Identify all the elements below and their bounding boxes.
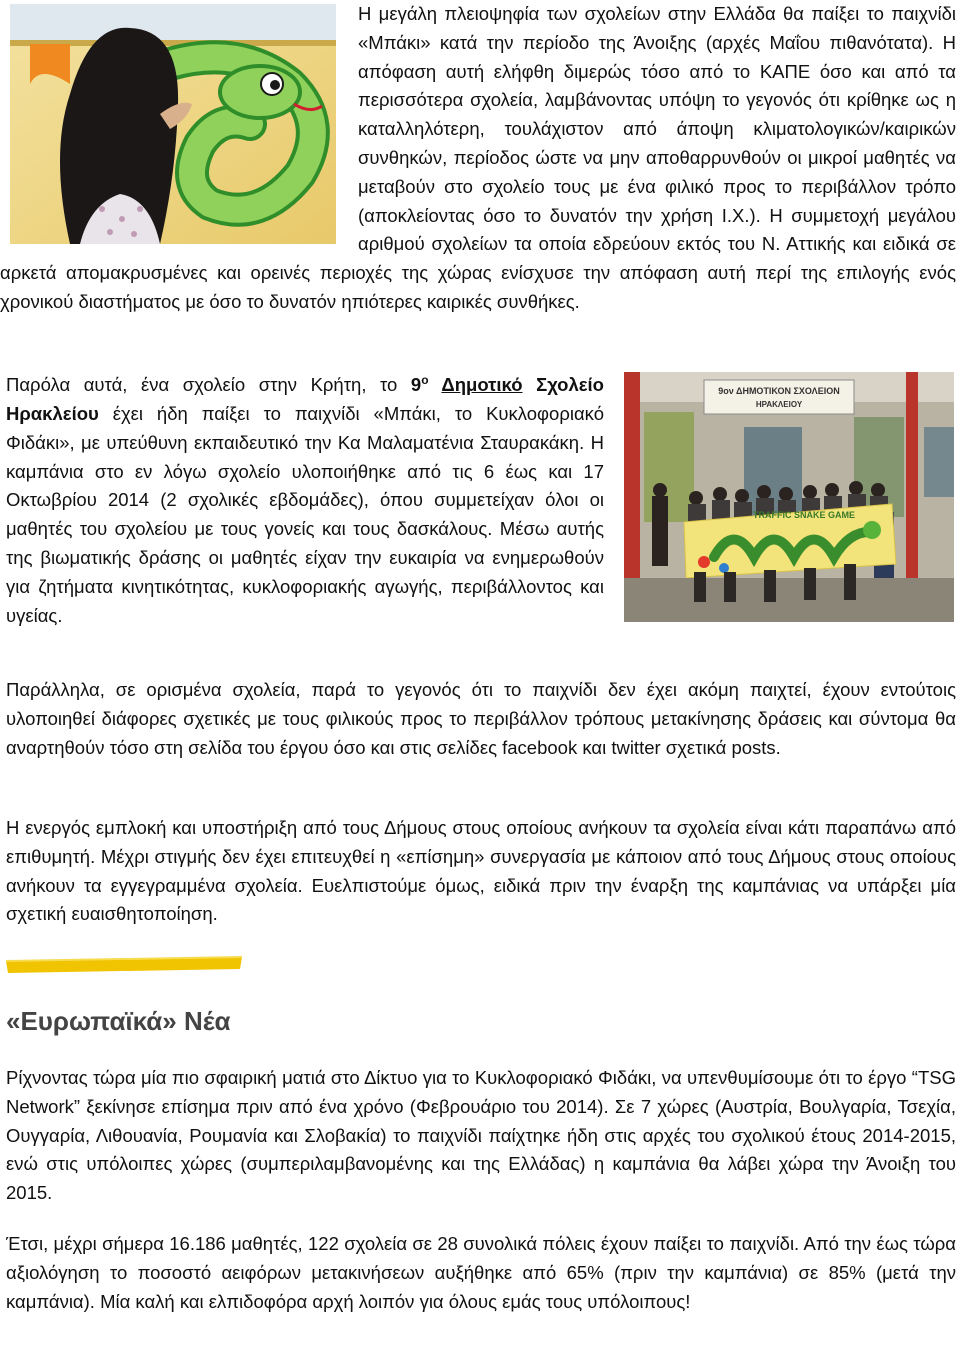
paragraph-parallel-actions	[6, 676, 956, 762]
paragraph-text: Έτσι, μέχρι σήμερα 16.186 μαθητές, 122 σχολεία σε 28 συνολικά πόλεις έχουν παίξει το παιχνίδι. Από την έως τώρα αξιολόγηση το ποσοστό αειφόρων μετακινήσεων αυξήθηκε από 65% (πριν την καμπάνια) σε 85% (μετά την καμπάνια). Μία καλή και ελπιδοφόρα αρχή λοιπόν για όλους εμάς τους υπόλοιπους!	[6, 1233, 956, 1312]
paragraph-text: Η μεγάλη πλειοψηφία των σχολείων στην Ελλάδα θα παίξει το παιχνίδι «Μπάκι» κατά την περίοδο της Άνοιξης (αρχές Μαΐου πιθανότατα). Η απόφαση αυτή ελήφθη διμερώς τόσο από το ΚΑΠΕ όσο και από τα περισσότερα σχολεία, λαμβάνοντας υπόψη το γεγονός ότι κρίθηκε ως η καταλληλότερη, τουλάχιστον από άποψη κλιματολογικών/καιρικών συνθηκών, περίοδος ώστε να μην αποθαρρυνθούν οι μικροί μαθητές να μεταβούν στο σχολείο τους με ένα φιλικό προς το περιβάλλον τρόπο (αποκλείοντας όσο το δυνατόν την χρήση Ι.Χ.). Η συμμετοχή μεγάλου αριθμού σχολείων τα οποία εδρεύουν εκτός του Ν. Αττικής και ειδικά σε αρκετά απομακρυσμένες και ορεινές περιοχές της χώρας ενίσχυσε την απόφαση αυτή περί της επιλογής ενός χρονικού διαστήματος με όσο το δυνατόν ηπιότερες καιρικές συνθήκες.	[0, 3, 956, 312]
school-sign-line2: ΗΡΑΚΛΕΙΟΥ	[755, 400, 803, 409]
paragraph-heraklion-school	[6, 366, 956, 630]
paragraph-school-timing	[0, 0, 956, 317]
paragraph-rest: έχει ήδη παίξει το παιχνίδι «Μπάκι, το Κυκλοφοριακό Φιδάκι», με υπεύθυνη εκπαιδευτικό την Κα Μαλαματένια Σταυρακάκη. Η καμπάνια στο εν λόγω σχολείο υλοποιήθηκε από τις 6 έως και 17 Οκτωβρίου 2014 (2 σχολικές εβδομάδες), όπου συμμετείχαν όλοι οι μαθητές του σχολείου με τους γονείς και τους δασκάλους. Μέσω αυτής της βιωματικής δράσης οι μαθητές είχαν την ευκαιρία να ενημερωθούν για ζητήματα κινητικότητας, κυκλοφοριακής αγωγής, περιβάλλοντος και υγείας.	[6, 402, 604, 626]
school-group-photo	[624, 372, 954, 622]
school-sign-line1: 9ον ΔΗΜΟΤΙΚΟΝ ΣΧΟΛΕΙΟΝ	[718, 386, 840, 396]
school-name: Σχολείο Ηρακλείου	[6, 374, 604, 424]
school-number: $9^o$ Δημοτικό	[410, 373, 523, 396]
girl-snake-banner-photo	[10, 4, 336, 244]
paragraph-municipality-support	[6, 814, 956, 929]
paragraph-intro: Παρόλα αυτά, ένα σχολείο στην Κρήτη, το	[6, 374, 411, 396]
section-heading: «Ευρωπαϊκά» Νέα	[6, 1006, 231, 1036]
paragraph-text: Η ενεργός εμπλοκή και υποστήριξη από τους Δήμους στους οποίους ανήκουν τα σχολεία είναι κάτι παραπάνω από επιθυμητή. Μέχρι στιγμής δεν έχει επιτευχθεί η «επίσημη» συνεργασία με κάποιον από τους Δήμους στους οποίους ανήκουν τα εγγεγραμμένα σχολεία. Ευελπιστούμε όμως, ειδικά πριν την έναρξη της καμπάνιας να υπάρξει μία σχετική ευαισθητοποίηση.	[6, 817, 956, 925]
paragraph-results	[6, 1230, 956, 1316]
paragraph-text: Ρίχνοντας τώρα μία πιο σφαιρική ματιά στο Δίκτυο για το Κυκλοφοριακό Φιδάκι, να υπενθυμίσουμε ότι το έργο “TSG Network” ξεκίνησε επίσημα πριν από ένα χρόνο (Φεβρουάριο του 2014). Σε 7 χώρες (Αυστρία, Βουλγαρία, Τσεχία, Ουγγαρία, Λιθουανία, Ρουμανία και Σλοβακία) το παιχνίδι παίχτηκε ήδη στις αρχές του σχολικού έτους 2014-2015, ενώ στις υπόλοιπες χώρες (συμπεριλαμβανομένης και της Ελλάδας) η καμπάνια θα λάβει χώρα την Άνοιξη του 2015.	[6, 1067, 956, 1204]
yellow-divider	[6, 955, 242, 975]
paragraph-tsg-network	[6, 1064, 956, 1208]
banner-text: TRAFFIC SNAKE GAME	[753, 510, 855, 520]
girl-snake-banner-image	[10, 4, 336, 244]
school-group-image	[624, 372, 954, 622]
paragraph-text: Παράλληλα, σε ορισμένα σχολεία, παρά το γεγονός ότι το παιχνίδι δεν έχει ακόμη παιχτεί, έχουν εντούτοις υλοποιηθεί διάφορες σχετικές με τους φιλικούς προς το περιβάλλον τρόπους μετακίνησης δράσεις και σύντομα θα αναρτηθούν τόσο στη σελίδα του έργου όσο και στις σελίδες facebook και twitter σχετικά posts.	[6, 679, 956, 758]
